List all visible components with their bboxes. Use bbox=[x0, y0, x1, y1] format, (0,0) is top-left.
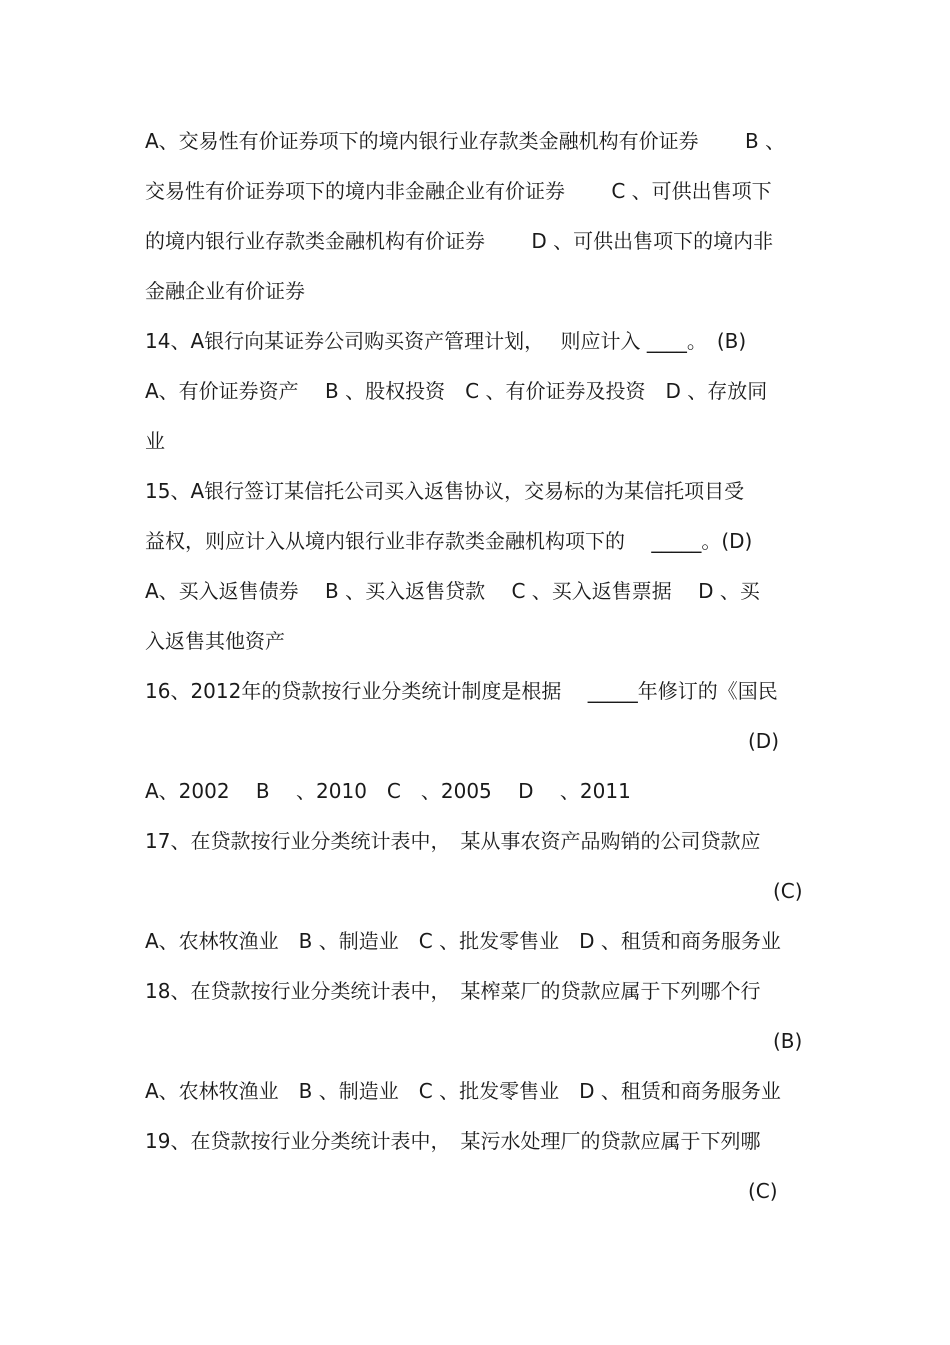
text-line: 益权，则应计入从境内银行业非存款类金融机构项下的 _____。(D) bbox=[145, 529, 753, 553]
question-14: 14、A银行向某证券公司购买资产管理计划， 则应计入 ____。 (B) bbox=[145, 329, 747, 353]
text-line bbox=[145, 1016, 810, 1066]
answer-19: (C) bbox=[748, 1179, 778, 1203]
question-18: 18、在贷款按行业分类统计表中， 某榨菜厂的贷款应属于下列哪个行 bbox=[145, 979, 761, 1003]
text-line: 入返售其他资产 bbox=[145, 629, 285, 653]
question-16: 16、2012年的贷款按行业分类统计制度是根据 _____年修订的《国民 bbox=[145, 679, 778, 703]
text-line bbox=[145, 716, 810, 766]
text-line: A、交易性有价证券项下的境内银行业存款类金融机构有价证券 B 、 bbox=[145, 129, 786, 153]
text-line bbox=[145, 866, 810, 916]
question-15: 15、A银行签订某信托公司买入返售协议，交易标的为某信托项目受 bbox=[145, 479, 745, 503]
answer-18: (B) bbox=[773, 1029, 803, 1053]
text-line: 交易性有价证券项下的境内非金融企业有价证券 C 、可供出售项下 bbox=[145, 179, 772, 203]
options-16: A、2002 B 、2010 C 、2005 D 、2011 bbox=[145, 779, 631, 803]
options-15: A、买入返售债券 B 、买入返售贷款 C 、买入返售票据 D 、买 bbox=[145, 579, 760, 603]
text-line: 业 bbox=[145, 429, 165, 453]
answer-16: (D) bbox=[748, 729, 780, 753]
question-17: 17、在贷款按行业分类统计表中， 某从事农资产品购销的公司贷款应 bbox=[145, 829, 761, 853]
text-line: 金融企业有价证券 bbox=[145, 279, 305, 303]
question-19: 19、在贷款按行业分类统计表中， 某污水处理厂的贷款应属于下列哪 bbox=[145, 1129, 761, 1153]
options-17: A、农林牧渔业 B 、制造业 C 、批发零售业 D 、租赁和商务服务业 bbox=[145, 929, 781, 953]
options-14: A、有价证券资产 B 、股权投资 C 、有价证券及投资 D 、存放同 bbox=[145, 379, 768, 403]
answer-17: (C) bbox=[773, 879, 803, 903]
text-line: 的境内银行业存款类金融机构有价证券 D 、可供出售项下的境内非 bbox=[145, 229, 774, 253]
text-line bbox=[145, 1166, 810, 1216]
options-18: A、农林牧渔业 B 、制造业 C 、批发零售业 D 、租赁和商务服务业 bbox=[145, 1079, 781, 1103]
